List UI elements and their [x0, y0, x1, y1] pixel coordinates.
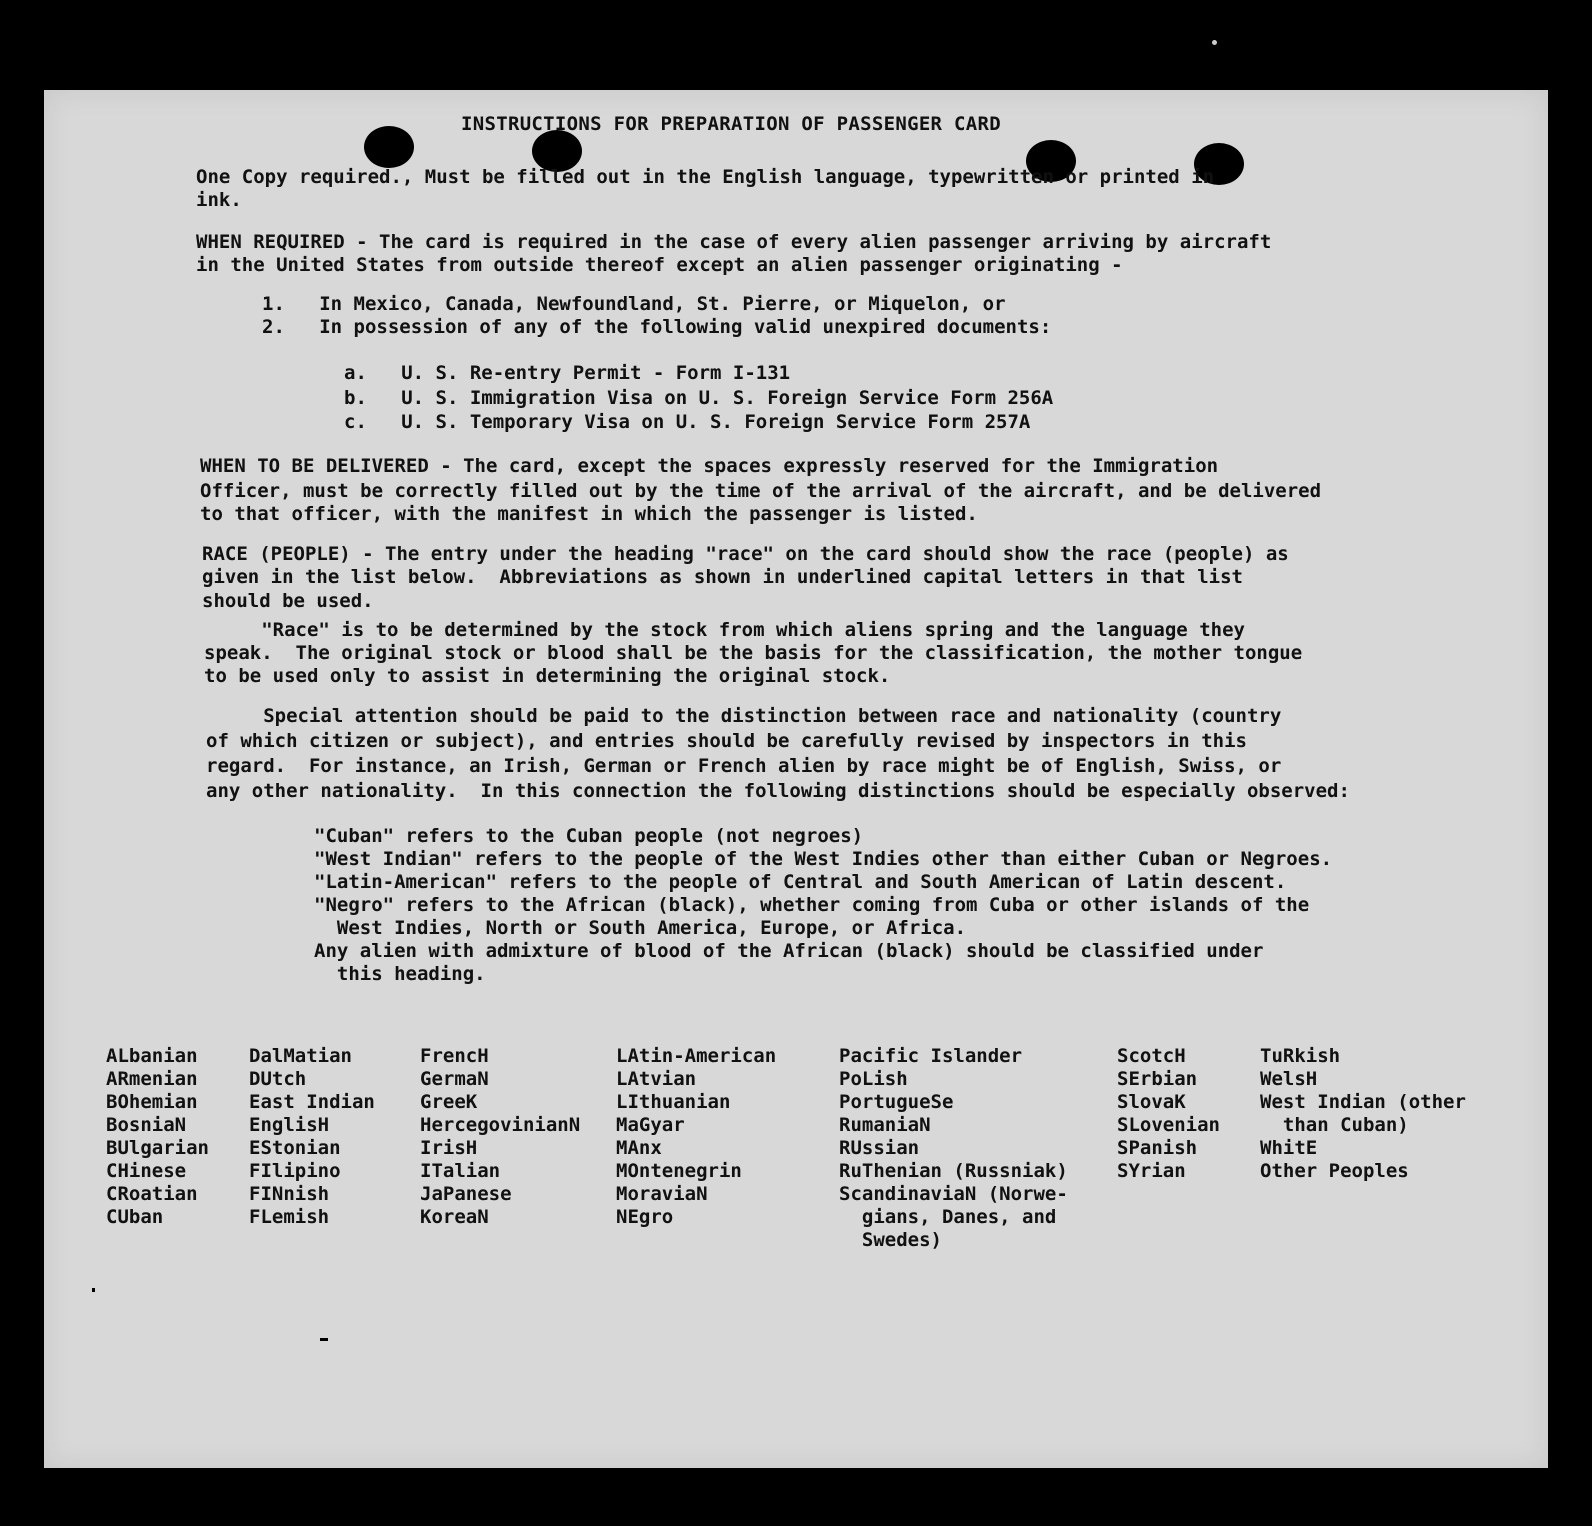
distinction-line: "Latin-American" refers to the people of Central and South American of Latin descent.: [314, 871, 1287, 893]
race-entry: SErbian: [1117, 1068, 1198, 1090]
race-entry: West Indian (other: [1260, 1091, 1466, 1113]
race-entry: PoLish: [839, 1068, 908, 1090]
document-title: INSTRUCTIONS FOR PREPARATION OF PASSENGER CARD: [461, 113, 1001, 135]
race-entry: ARmenian: [106, 1068, 198, 1090]
race-people-line: RACE (PEOPLE) - The entry under the heading "race" on the card should show the race (people) as: [202, 543, 1289, 565]
numbered-item: 2. In possession of any of the following valid unexpired documents:: [262, 316, 1052, 338]
race-entry: FIlipino: [249, 1160, 341, 1182]
race-column: [1260, 1045, 1466, 1183]
race-column: [839, 1045, 1068, 1252]
race-entry: Pacific Islander: [839, 1045, 1023, 1067]
special-line: Special attention should be paid to the distinction between race and nationality (country: [206, 705, 1282, 727]
punch-hole: [364, 126, 414, 168]
race-people-line: given in the list below. Abbreviations as shown in underlined capital letters in that list: [202, 566, 1243, 588]
race-entry: ITalian: [420, 1160, 501, 1182]
race-entry: RumaniaN: [839, 1114, 931, 1136]
race-entry: GermaN: [420, 1068, 489, 1090]
race-entry: FLemish: [249, 1206, 330, 1228]
race-column: [616, 1045, 776, 1229]
race-entry: RUssian: [839, 1137, 920, 1159]
race-entry: CUban: [106, 1206, 164, 1228]
special-line: of which citizen or subject), and entries should be carefully revised by inspectors in this: [206, 730, 1247, 752]
race-entry: LAtin-American: [616, 1045, 777, 1067]
race-column: [420, 1045, 580, 1229]
race-entry: MOntenegrin: [616, 1160, 742, 1182]
distinction-line: "West Indian" refers to the people of the West Indies other than either Cuban or Negroes.: [314, 848, 1333, 870]
distinction-line: this heading.: [314, 963, 486, 985]
document-item: b. U. S. Immigration Visa on U. S. Foreign Service Form 256A: [344, 387, 1054, 409]
race-entry: DalMatian: [249, 1045, 352, 1067]
race-entry: CHinese: [106, 1160, 187, 1182]
race-entry: LIthuanian: [616, 1091, 731, 1113]
race-entry: ScotcH: [1117, 1045, 1186, 1067]
race-def-line: to be used only to assist in determining the original stock.: [204, 665, 891, 687]
race-entry: SYrian: [1117, 1160, 1186, 1182]
race-entry: GreeK: [420, 1091, 478, 1113]
race-entry: IrisH: [420, 1137, 478, 1159]
race-entry: BUlgarian: [106, 1137, 209, 1159]
race-entry: WelsH: [1260, 1068, 1318, 1090]
document-item: a. U. S. Re-entry Permit - Form I-131: [344, 362, 791, 384]
race-entry: gians, Danes, and: [839, 1206, 1057, 1228]
speck: [92, 1288, 95, 1292]
race-column: [106, 1045, 209, 1229]
document-item: c. U. S. Temporary Visa on U. S. Foreign Service Form 257A: [344, 411, 1031, 433]
race-entry: LAtvian: [616, 1068, 697, 1090]
race-entry: ALbanian: [106, 1045, 198, 1067]
race-entry: WhitE: [1260, 1137, 1318, 1159]
race-entry: Swedes): [839, 1229, 942, 1251]
race-column: [1117, 1045, 1220, 1183]
race-entry: FrencH: [420, 1045, 489, 1067]
race-entry: EnglisH: [249, 1114, 330, 1136]
race-entry: KoreaN: [420, 1206, 489, 1228]
distinction-line: Any alien with admixture of blood of the African (black) should be classified under: [314, 940, 1264, 962]
race-entry: DUtch: [249, 1068, 307, 1090]
race-entry: East Indian: [249, 1091, 375, 1113]
distinction-line: "Negro" refers to the African (black), whether coming from Cuba or other islands of the: [314, 894, 1310, 916]
race-column: [249, 1045, 375, 1229]
race-entry: HercegovinianN: [420, 1114, 581, 1136]
special-line: any other nationality. In this connection the following distinctions should be especially observed:: [206, 780, 1350, 802]
intro-line: ink.: [196, 189, 242, 211]
when-required-line: in the United States from outside thereof except an alien passenger originating -: [196, 254, 1123, 276]
race-people-line: should be used.: [202, 590, 374, 612]
race-entry: SlovaK: [1117, 1091, 1186, 1113]
numbered-item: 1. In Mexico, Canada, Newfoundland, St. Pierre, or Miquelon, or: [262, 293, 1006, 315]
race-entry: EStonian: [249, 1137, 341, 1159]
race-entry: BOhemian: [106, 1091, 198, 1113]
race-entry: MoraviaN: [616, 1183, 708, 1205]
race-entry: MAnx: [616, 1137, 662, 1159]
race-entry: SPanish: [1117, 1137, 1198, 1159]
when-delivered-line: Officer, must be correctly filled out by the time of the arrival of the aircraft, and be delivered: [200, 480, 1322, 502]
race-entry: BosniaN: [106, 1114, 187, 1136]
distinction-line: "Cuban" refers to the Cuban people (not negroes): [314, 825, 864, 847]
race-entry: than Cuban): [1260, 1114, 1409, 1136]
race-entry: PortugueSe: [839, 1091, 954, 1113]
race-entry: Other Peoples: [1260, 1160, 1409, 1182]
race-def-line: "Race" is to be determined by the stock from which aliens spring and the language they: [204, 619, 1245, 641]
race-def-line: speak. The original stock or blood shall be the basis for the classification, the mother tongue: [204, 642, 1303, 664]
when-required-line: WHEN REQUIRED - The card is required in the case of every alien passenger arriving by aircraft: [196, 231, 1272, 253]
race-entry: RuThenian (Russniak): [839, 1160, 1068, 1182]
speck: [1212, 40, 1217, 45]
special-line: regard. For instance, an Irish, German or French alien by race might be of English, Swiss, or: [206, 755, 1282, 777]
race-entry: SLovenian: [1117, 1114, 1220, 1136]
race-entry: TuRkish: [1260, 1045, 1341, 1067]
race-entry: FINnish: [249, 1183, 330, 1205]
race-entry: MaGyar: [616, 1114, 685, 1136]
race-entry: NEgro: [616, 1206, 674, 1228]
speck: [320, 1338, 328, 1341]
distinction-line: West Indies, North or South America, Europe, or Africa.: [314, 917, 967, 939]
when-delivered-line: WHEN TO BE DELIVERED - The card, except the spaces expressly reserved for the Immigration: [200, 455, 1219, 477]
when-delivered-line: to that officer, with the manifest in which the passenger is listed.: [200, 503, 978, 525]
race-entry: JaPanese: [420, 1183, 512, 1205]
race-entry: CRoatian: [106, 1183, 198, 1205]
race-entry: ScandinaviaN (Norwe-: [839, 1183, 1068, 1205]
intro-line: One Copy required., Must be filled out in the English language, typewritten or printed in: [196, 166, 1215, 188]
